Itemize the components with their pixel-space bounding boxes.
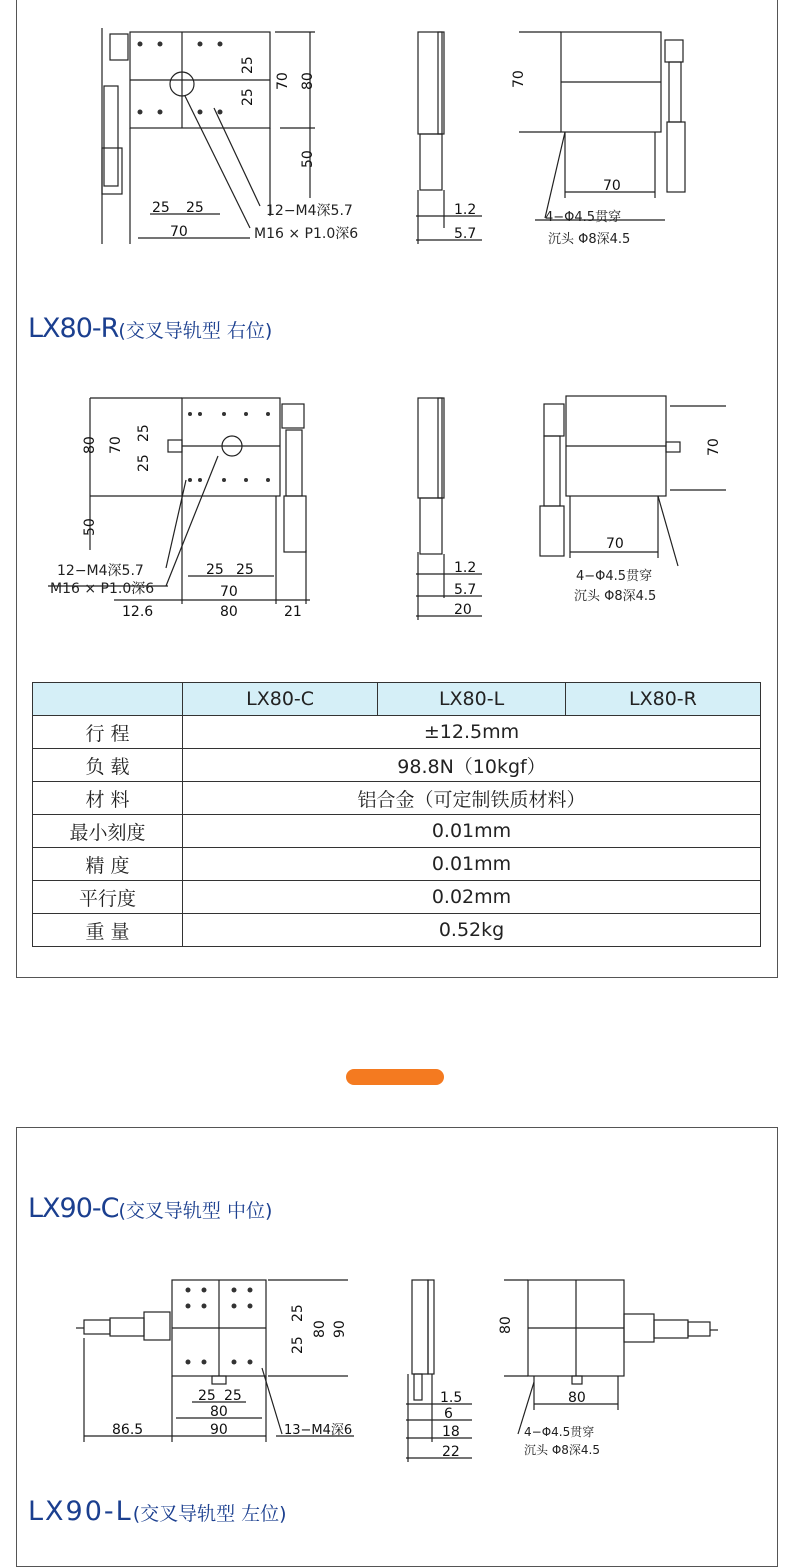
row-label: 最小刻度 [33,815,183,848]
table-header-cell: LX80-C [183,683,378,716]
dim-label: 80 [210,1404,228,1420]
dim-label: 50 [300,150,316,168]
table-row [33,848,761,881]
callout-through-hole: 4−Φ4.5贯穿 [524,1425,595,1439]
dim-label: 70 [603,178,621,194]
callout-tap: 13−M4深6 [284,1423,353,1438]
callout-through-hole: 4−Φ4.5贯穿 [545,210,622,225]
dim-label: 18 [442,1424,460,1440]
dim-label: 1.2 [454,560,477,576]
model-subtitle: (交叉导轨型 右位) [118,320,273,342]
lx80r-bottom-view [530,392,730,572]
dim-label: 25 [240,88,256,106]
dim-label: 80 [82,436,98,454]
dim-label: 21 [284,604,302,620]
dim-label: 25 [136,424,152,442]
table-header-cell: LX80-L [378,683,566,716]
row-label: 材 料 [33,782,183,815]
dim-label: 1.2 [454,202,477,218]
dim-label: 70 [511,70,527,88]
row-label: 精 度 [33,848,183,881]
dim-label: 90 [332,1320,348,1338]
callout-thread: M16 × P1.0深6 [254,226,359,242]
lx90c-side-view [402,1276,482,1466]
row-label: 行 程 [33,716,183,749]
dim-label: 25 [198,1388,216,1404]
dim-label: 80 [220,604,238,620]
dim-label: 22 [442,1444,460,1460]
lx90l-heading [28,1496,287,1527]
dim-label: 70 [706,438,722,456]
table-header-cell: LX80-R [565,683,760,716]
dim-label: 90 [210,1422,228,1438]
table-row [33,716,761,749]
dim-label: 25 [224,1388,242,1404]
table-row [33,749,761,782]
row-value: 0.01mm [183,848,761,881]
dim-label: 20 [454,602,472,618]
dim-label: 70 [108,436,124,454]
dim-label: 70 [220,584,238,600]
dim-label: 86.5 [112,1422,144,1438]
dim-label: 80 [312,1320,328,1338]
row-value: 0.02mm [183,881,761,914]
table-header-empty [33,683,183,716]
callout-counterbore: 沉头 Φ8深4.5 [574,589,657,604]
row-label: 重 量 [33,914,183,947]
lx90c-top-view [76,1272,366,1462]
row-value: 0.01mm [183,815,761,848]
dim-label: 80 [300,72,316,90]
dim-label: 25 [236,562,254,578]
callout-through-hole: 4−Φ4.5贯穿 [576,569,653,584]
callout-counterbore: 沉头 Φ8深4.5 [524,1443,600,1457]
row-value: 0.52kg [183,914,761,947]
model-subtitle: (交叉导轨型 中位) [118,1200,273,1222]
dim-label: 6 [444,1406,453,1422]
dim-label: 25 [136,454,152,472]
callout-tap: 12−M4深5.7 [266,203,353,219]
dim-label: 80 [568,1390,586,1406]
dim-label: 70 [606,536,624,552]
callout-thread: M16 × P1.0深6 [50,581,155,597]
callout-counterbore: 沉头 Φ8深4.5 [548,232,631,247]
row-value: 98.8N（10kgf） [183,749,761,782]
row-label: 平行度 [33,881,183,914]
callout-tap: 12−M4深5.7 [57,563,144,579]
dim-label: 25 [290,1304,306,1322]
model-name: LX80-R [28,313,119,344]
dim-label: 25 [186,200,204,216]
table-row [33,914,761,947]
dim-label: 80 [498,1316,514,1334]
dim-label: 5.7 [454,582,477,598]
spec-table [32,682,761,947]
dim-label: 25 [240,56,256,74]
dim-label: 25 [152,200,170,216]
dim-label: 70 [275,72,291,90]
dim-label: 25 [290,1336,306,1354]
dim-label: 50 [82,518,98,536]
model-name: LX90-C [28,1193,119,1224]
lx80r-side-view [410,392,490,624]
lx90c-heading [28,1193,272,1224]
lx90c-bottom-view [494,1274,724,1438]
row-label: 负 载 [33,749,183,782]
row-value: ±12.5mm [183,716,761,749]
table-row [33,815,761,848]
dim-label: 1.5 [440,1390,463,1406]
dim-label: 12.6 [122,604,154,620]
lx80c-side-view [410,28,490,248]
lx80r-heading [28,313,272,344]
dim-label: 25 [206,562,224,578]
model-name: LX90-L [28,1496,133,1527]
table-row [33,782,761,815]
table-header-row [33,683,761,716]
table-row [33,881,761,914]
section-separator [346,1069,444,1085]
model-subtitle: (交叉导轨型 左位) [132,1503,287,1525]
dim-label: 70 [170,224,188,240]
dim-label: 5.7 [454,226,477,242]
row-value: 铝合金（可定制铁质材料） [183,782,761,815]
